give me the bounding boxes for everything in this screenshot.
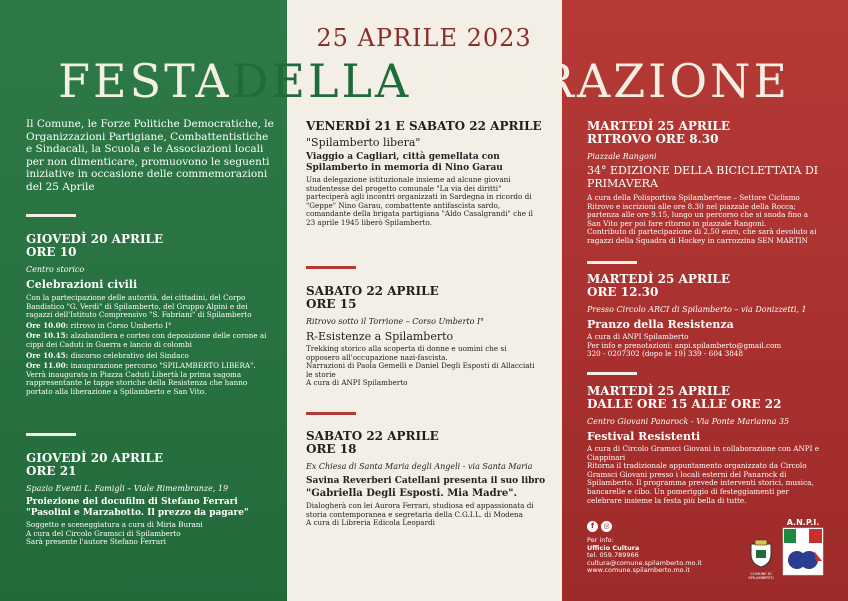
info-phone: tel. 059.789966 [587,551,639,560]
contact-info [587,537,737,575]
event-day: MARTEDÌ 25 APRILE [587,272,731,286]
event-film-title: "Pasolini e Marzabotto. Il prezzo da pagare" [26,508,249,518]
divider [26,214,76,217]
divider [26,433,76,436]
event-place: Centro storico [26,265,85,274]
event-time: ORE 18 [306,442,357,456]
event-note: Verrà inaugurata in Piazza Caduti Libertà la prima sagoma rappresentante le tappe storiche della Resistenza che hanno portato alla liberazione a Spilamberto e San Vito. [26,369,248,396]
event-description: A cura di ANPI Spilamberto Per info e prenotazioni: anpi.spilamberto@gmail.com 320 - 0207302 (dopo le 19) 339 - 604 3848 [587,332,782,359]
event-name: "Gabriella Degli Esposti. Mia Madre". [306,488,517,499]
event-place: Presso Circolo ARCI di Spilamberto – via Donizzetti, 1 [587,305,807,314]
event-place: Spazio Eventi L. Famigli – Viale Rimembranze, 19 [26,484,229,493]
event-description: Dialogherà con lei Aurora Ferrari, studiosa ed appassionata di storia contemporanea e segretaria della C.G.I.L. di Modena A cura di Libreria Edicola Leopardi [306,501,534,528]
event-name: Pranzo della Resistenza [587,318,734,331]
event-festival [587,385,823,505]
intro-text: Il Comune, le Forze Politiche Democratiche, le Organizzazioni Partigiane, Combattentistiche e Sindacali, la Scuola e le Associazioni locali per non dimenticare, promuovono le seguenti iniziative in occasione delle commemorazioni del 25 Aprile [26,118,274,193]
event-day: GIOVEDÌ 20 APRILE [26,232,164,246]
event-place: Centro Giovani Panarock - Via Ponte Marianna 35 [587,417,790,426]
schedule-text: inaugurazione percorso "SPILAMBERTO LIBERA". [68,361,256,371]
info-label: Per info: [587,536,614,544]
info-website[interactable]: www.comune.spilamberto.mo.it [587,566,690,575]
event-description: A cura di Circolo Gramsci Giovani in collaborazione con ANPI e Ciappinari Ritorna il tradizionale appuntamento organizzato da Circolo Gramsci Giovani presso i locali esterni del Panarock di Spilamberto. Il programma prevede interventi storici, musica, bancarelle e cibo. Un pomeriggio di festeggiamenti per celebrare insieme la festa più bella di tutte. [587,444,819,505]
page-title [0,54,848,108]
event-name: 34° EDIZIONE DELLA BICICLETTATA DI PRIMAVERA [587,164,819,190]
event-celebrazioni [26,233,276,397]
event-description: Una delegazione istituzionale insieme ad alcune giovani studentesse del progetto comunale "La via dei diritti" parteciperà agli incontri organizzati in Sardegna in ricordo di "Geppe" Nino Garau, combattente antifascista sardo, comandante della brigata partigiana "Aldo Casalgrandi" che il 23 aprile 1945 liberò Spilamberto. [306,175,533,227]
event-day: MARTEDÌ 25 APRILE [587,384,731,398]
divider [587,372,637,375]
schedule-text: discorso celebrativo del Sindaco [68,350,189,360]
divider [306,266,356,269]
divider [306,412,356,415]
title-part-1: FESTA [58,54,232,108]
info-office: Ufficio Cultura [587,543,640,552]
schedule-item [26,322,276,331]
event-description: Con la partecipazione delle autorità, dei cittadini, del Corpo Bandistico "G. Verdi" di Spilamberto, del Gruppo Alpini e dei ragazzi dell'Istituto Comprensivo "S. Fabriani" di Spilamberto [26,293,252,320]
comune-logo-text: COMUNE DI SPILAMBERTO [748,572,774,580]
event-place: Ritrovo sotto il Torrione – Corso Umberto I° [306,317,485,326]
schedule-time: Ore 10.45: [26,350,69,360]
event-resistenze [306,285,542,388]
event-day: VENERDÌ 21 E SABATO 22 APRILE [306,119,542,133]
event-day: SABATO 22 APRILE [306,429,439,443]
event-time: ORE 15 [306,297,357,311]
instagram-icon[interactable]: ◎ [601,521,612,532]
divider [587,261,637,264]
anpi-logo [782,518,824,576]
event-time: ORE 12.30 [587,285,659,299]
title-part-2: DELLA [231,54,412,108]
event-libro [306,430,546,528]
event-day: GIOVEDÌ 20 APRILE [26,451,164,465]
event-subtitle: Savina Reverberi Catellani presenta il suo libro [306,476,546,486]
comune-logo [748,538,774,580]
event-name: Celebrazioni civili [26,278,138,291]
event-description: Soggetto e sceneggiatura a cura di Miria Burani A cura del Circolo Gramsci di Spilamberto Sarà presente l'autore Stefano Ferrari [26,520,203,547]
event-time: RITROVO ORE 8.30 [587,132,719,146]
event-description: Trekking storico alla scoperta di donne e uomini che si opposero all'occupazione nazi-fascista. Narrazioni di Paola Gemelli e Daniel Degli Esposti di Allacciati le storie A cura di ANPI Spilamberto [306,344,535,388]
schedule-time: Ore 11.00: [26,361,69,371]
event-description: A cura della Polisportiva Spilambertese – Settore Ciclismo Ritrovo e iscrizioni alle ore 8.30 nel piazzale della Rocca; partenza alle ore 9.15, lungo un percorso che si snoda fino a San Vito per poi fare ritorno in piazzale Rangoni. Contributo di partecipazione di 2,50 euro, che sarà devoluto ai ragazzi della Squadra di Hockey in carrozzina SEN MARTIN [587,193,817,245]
event-subtitle: Viaggio a Cagliari, città gemellata con Spilamberto in memoria di Nino Garau [306,152,503,173]
event-pranzo [587,273,823,359]
event-name: "Spilamberto libera" [306,136,421,149]
event-place: Ex Chiesa di Santa Maria degli Angeli - via Santa Maria [306,462,533,471]
event-time: ORE 21 [26,464,77,478]
event-place: Piazzale Rangoni [587,152,657,161]
facebook-icon[interactable]: f [587,521,598,532]
event-name: Festival Resistenti [587,430,701,443]
event-name: Proiezione del docufilm di Stefano Ferrari [26,497,238,507]
event-day: MARTEDÌ 25 APRILE [587,119,731,133]
event-docufilm [26,452,276,547]
event-time: DALLE ORE 15 ALLE ORE 22 [587,397,782,411]
event-biciclettata [587,120,823,246]
crest-icon [748,538,774,568]
event-time: ORE 10 [26,245,77,259]
title-part-3: LIBERAZIONE [411,54,790,108]
schedule-text: ritrovo in Corso Umberto I° [68,320,172,330]
schedule-time: Ore 10.15: [26,331,69,341]
anpi-logo-text: A.N.P.I. [786,518,820,527]
event-name: R-Esistenze a Spilamberto [306,330,454,343]
schedule-text: alzabandiera e corteo con deposizione delle corone ai cippi dei Caduti in Guerra e lancio di colombi [26,331,267,349]
info-email[interactable]: cultura@comune.spilamberto.mo.it [587,558,702,567]
schedule-item [26,352,276,361]
event-date: 25 APRILE 2023 [316,24,532,52]
schedule-time: Ore 10.00: [26,320,69,330]
event-spilamberto-libera [306,120,542,228]
anpi-flag-icon [782,527,824,576]
schedule-item [26,332,276,349]
event-day: SABATO 22 APRILE [306,284,439,298]
